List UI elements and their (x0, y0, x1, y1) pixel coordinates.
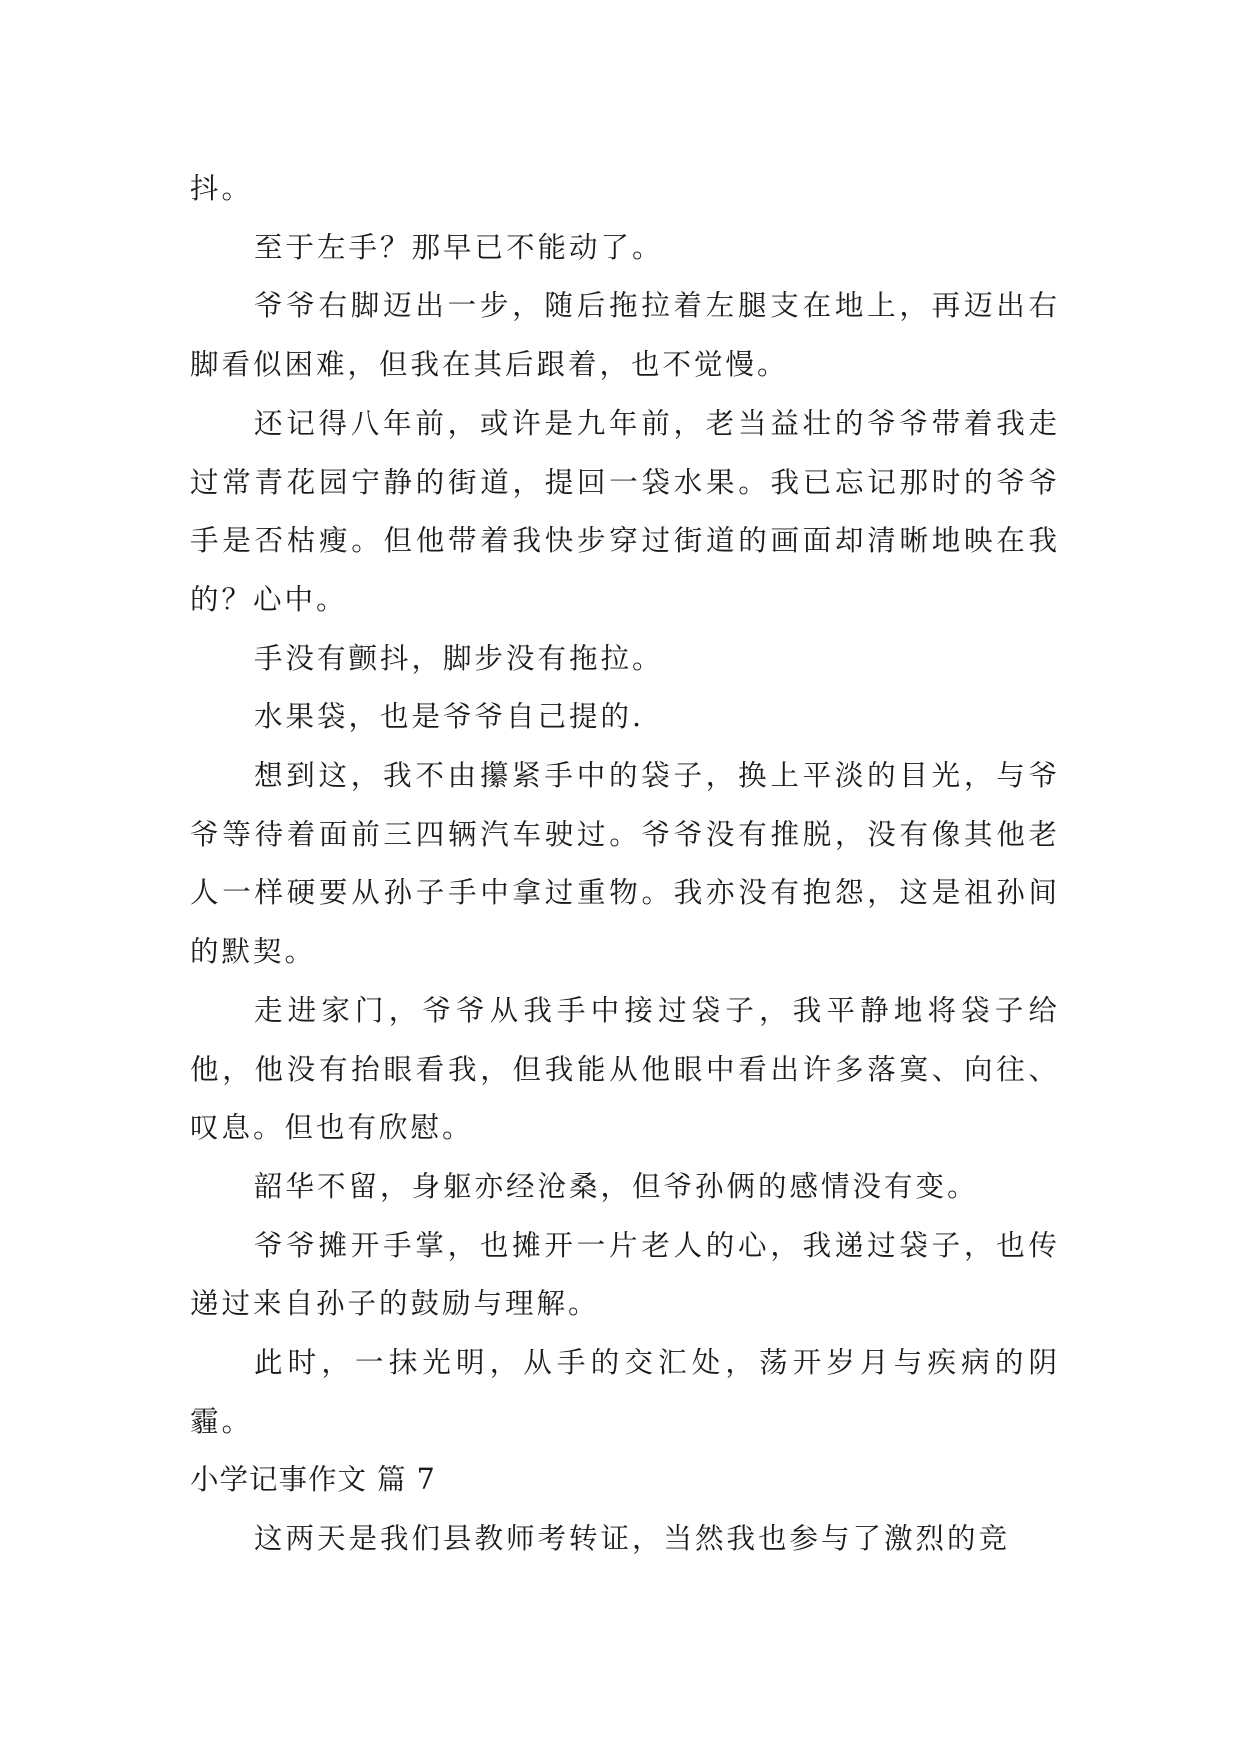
paragraph-12: 这两天是我们县教师考转证，当然我也参与了激烈的竞 (254, 1522, 1011, 1556)
paragraph-4: 还记得八年前，或许是九年前，老当益壮的爷爷带着我走过常青花园宁静的街道，提回一袋水果。我已忘记那时的爷爷手是否枯瘦。但他带着我快步穿过街道的画面却清晰地映在我的？心中。 (190, 406, 1060, 616)
paragraph-8: 走进家门，爷爷从我手中接过袋子，我平静地将袋子给他，他没有抬眼看我，但我能从他眼中看出许多落寞、向往、叹息。但也有欣慰。 (190, 993, 1060, 1145)
paragraph-1: 抖。 (190, 172, 254, 205)
paragraph-10: 爷爷摊开手掌，也摊开一片老人的心，我递过袋子，也传递过来自孙子的鼓励与理解。 (190, 1228, 1060, 1321)
paragraph-3: 爷爷右脚迈出一步，随后拖拉着左腿支在地上，再迈出右脚看似困难，但我在其后跟着，也不觉慢。 (190, 289, 1060, 382)
paragraph-2: 至于左手？那早已不能动了。 (254, 230, 664, 264)
section-heading: 小学记事作文 篇 7 (190, 1463, 436, 1497)
paragraph-9: 韶华不留，身躯亦经沧桑，但爷孙俩的感情没有变。 (254, 1169, 979, 1203)
paragraph-11: 此时，一抹光明，从手的交汇处，荡开岁月与疾病的阴霾。 (190, 1346, 1060, 1438)
paragraph-7: 想到这，我不由攥紧手中的袋子，换上平淡的目光，与爷爷等待着面前三四辆汽车驶过。爷爷没有推脱，没有像其他老人一样硬要从孙子手中拿过重物。我亦没有抱怨，这是祖孙间的默契。 (190, 759, 1060, 969)
paragraph-6: 水果袋，也是爷爷自己提的. (254, 700, 645, 734)
document-body (190, 160, 1060, 1569)
paragraph-5: 手没有颤抖，脚步没有拖拉。 (254, 641, 664, 675)
